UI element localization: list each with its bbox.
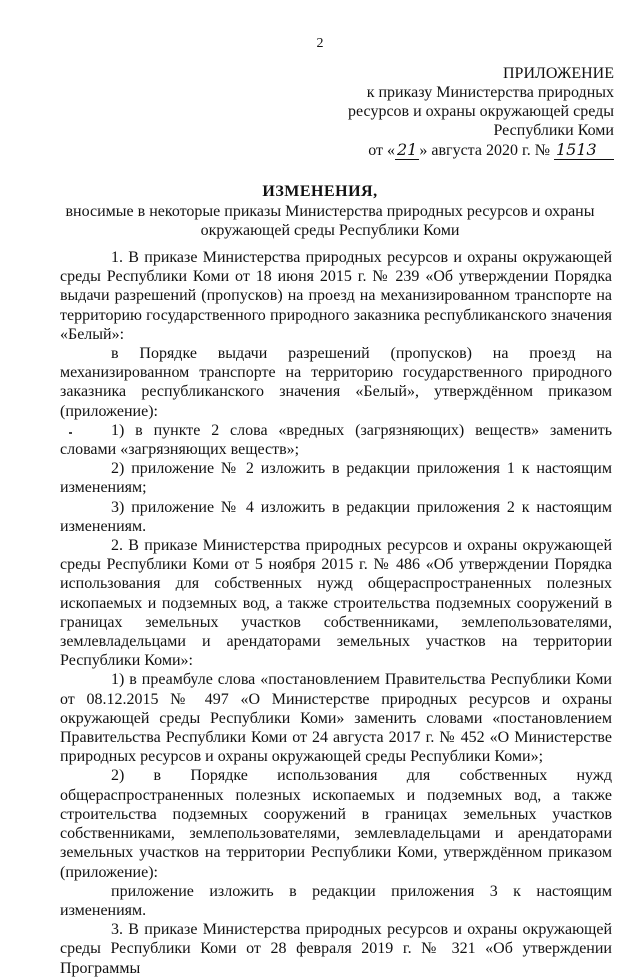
document-subtitle: вносимые в некоторые приказы Министерства природных ресурсов и охраны окружающей среды Республики Коми — [65, 203, 595, 239]
document-title: ИЗМЕНЕНИЯ, — [262, 183, 378, 200]
approval-heading: ПРИЛОЖЕНИЕ — [502, 65, 614, 82]
paragraph-1: 1. В приказе Министерства природных ресурсов и охраны окружающей среды Республики Коми от 18 июня 2015 г. № 239 «Об утверждении Порядка выдачи разрешений (пропусков) на проезд на механизированном транспорте на территорию государственного природного заказника республиканского значения «Белый»: — [60, 249, 612, 343]
paragraph-4: 2) приложение № 2 изложить в редакции приложения 1 к настоящим изменениям; — [60, 460, 612, 497]
approval-line-1: к приказу Министерства природных — [366, 84, 614, 101]
date-day-handwritten: 21 — [397, 140, 418, 159]
approval-line-3: Республики Коми — [493, 122, 614, 139]
approval-block — [314, 64, 614, 160]
paragraph-3: 1) в пункте 2 слова «вредных (загрязняющих) веществ» заменить словами «загрязняющих веществ»; — [60, 421, 612, 459]
page-number: 2 — [316, 36, 324, 51]
approval-date-line — [314, 140, 614, 160]
approval-line-2: ресурсов и охраны окружающей среды — [348, 103, 614, 120]
paragraph-5: 3) приложение № 4 изложить в редакции приложения 2 к настоящим изменениям. — [60, 498, 612, 535]
paragraph-7: 1) в преамбуле слова «постановлением Правительства Республики Коми от 08.12.2015 № 497 «О Министерстве природных ресурсов и охраны окружающей среды Республики Коми» заменить словами «постановлением Правительства Республики Коми от 24 августа 2017 г. № 452 «О Министерстве природных ресурсов и охраны окружающей среды Республики Коми»; — [60, 671, 612, 766]
date-middle: » августа 2020 г. № — [419, 142, 550, 159]
date-prefix: от « — [368, 142, 395, 159]
paragraph-6: 2. В приказе Министерства природных ресурсов и охраны окружающей среды Республики Коми от 5 ноября 2015 г. № 486 «Об утверждении Порядка использования для собственных нужд общераспространенных полезных ископаемых и подземных вод, а также строительства подземных сооружений в границах земельных участков собственниками, землепользователями, землевладельцами и арендаторами земельных участков на территории Республики Коми»: — [60, 537, 612, 670]
order-number-handwritten: 1513 — [554, 140, 614, 160]
document-body — [60, 248, 612, 978]
paragraph-8: 2) в Порядке использования для собственных нужд общераспространенных полезных ископаемых и подземных вод, а также строительства подземных сооружений в границах земельных участков собственниками, землепользователями, землевладельцами и арендаторами земельных участков на территории Республики Коми, утверждённом приказом (приложение): — [60, 767, 612, 881]
paragraph-10: 3. В приказе Министерства природных ресурсов и охраны окружающей среды Республики Коми от 28 февраля 2019 г. № 321 «Об утверждении Программы — [60, 921, 612, 977]
paragraph-9: приложение изложить в редакции приложения 3 к настоящим изменениям. — [60, 882, 612, 919]
paragraph-2: в Порядке выдачи разрешений (пропусков) на проезд на механизированном транспорте на территорию государственного природного заказника республиканского значения «Белый», утверждённом приказом (приложение): — [60, 345, 612, 420]
